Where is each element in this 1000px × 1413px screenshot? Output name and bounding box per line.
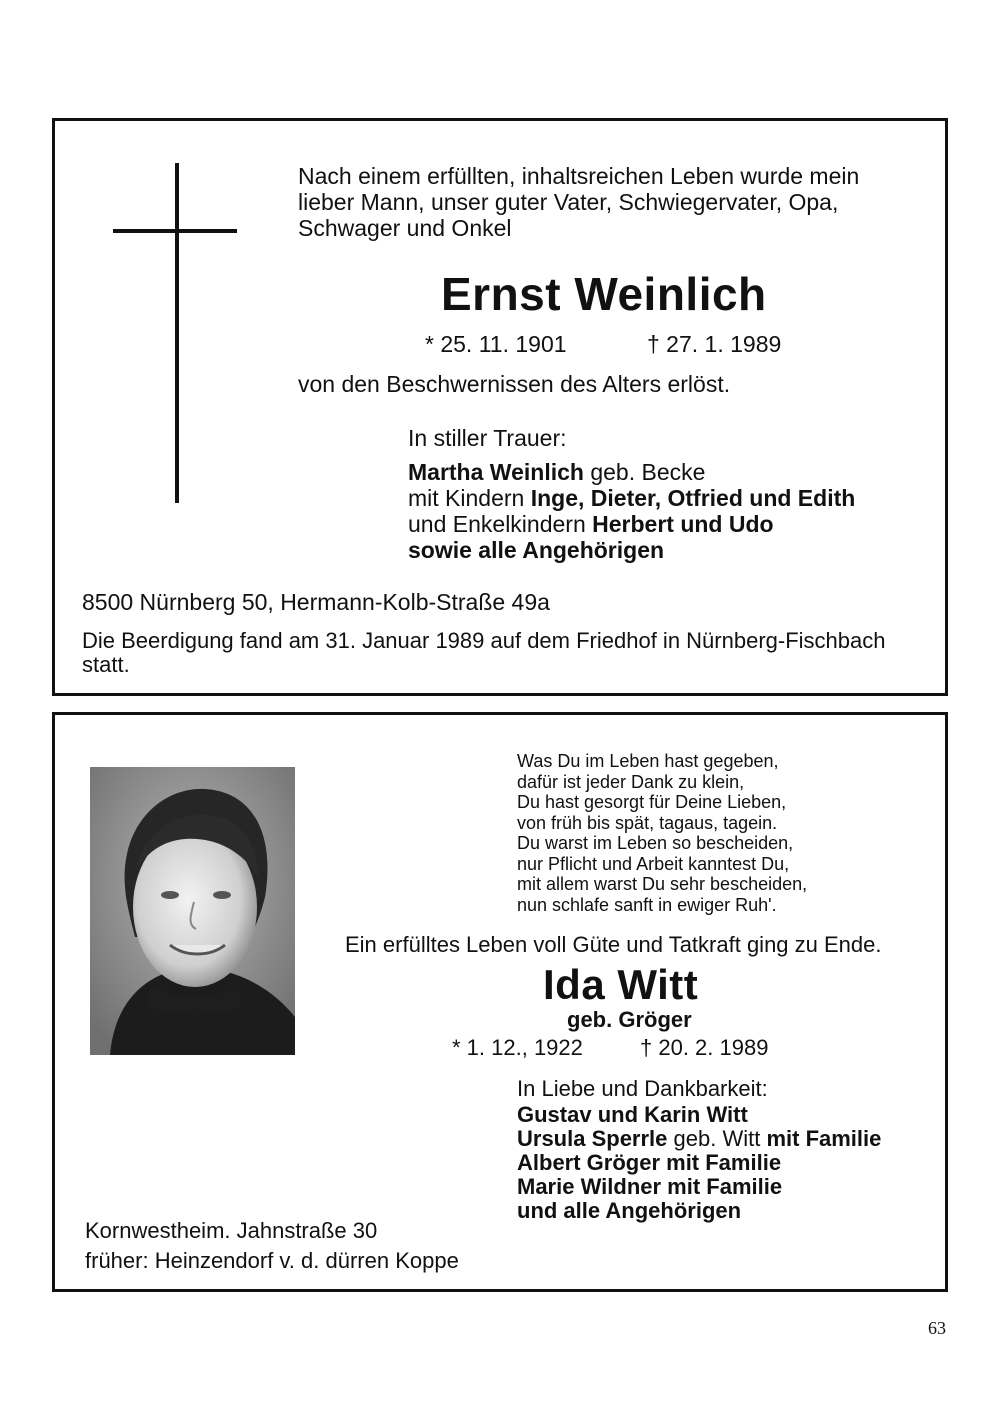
birth-date: * 25. 11. 1901 <box>425 331 567 357</box>
poem-line: dafür ist jeder Dank zu klein, <box>517 771 745 792</box>
mourner-line: sowie alle Angehörigen <box>408 537 665 563</box>
cross-icon-bar <box>113 229 237 233</box>
portrait-image <box>90 767 295 1055</box>
released-text: von den Beschwernissen des Alters erlöst. <box>298 371 731 397</box>
mourner-line: mit Kindern Inge, Dieter, Otfried und Edith <box>408 485 856 511</box>
mourner-line: und alle Angehörigen <box>517 1198 742 1223</box>
maiden-name: geb. Gröger <box>567 1007 692 1032</box>
funeral-line: Die Beerdigung fand am 31. Januar 1989 auf dem Friedhof in Nürnberg-Fischbach <box>82 628 886 653</box>
mourner-line: Gustav und Karin Witt <box>517 1102 748 1127</box>
birth-date: * 1. 12., 1922 <box>452 1035 583 1060</box>
mourner-line: Martha Weinlich geb. Becke <box>408 459 706 485</box>
intro-line: Schwager und Onkel <box>298 215 512 241</box>
deceased-name: Ida Witt <box>543 961 699 1008</box>
mourner-line: und Enkelkindern Herbert und Udo <box>408 511 774 537</box>
gratitude-heading: In Liebe und Dankbarkeit: <box>517 1076 768 1101</box>
address-line: Kornwestheim. Jahnstraße 30 <box>85 1218 378 1243</box>
intro-text <box>298 163 859 241</box>
intro-line: Nach einem erfüllten, inhaltsreichen Leben wurde mein <box>298 163 860 189</box>
mourner-line: Albert Gröger mit Familie <box>517 1150 782 1175</box>
funeral-info <box>82 629 885 677</box>
poem-line: nun schlafe sanft in ewiger Ruh'. <box>517 894 777 915</box>
deceased-name: Ernst Weinlich <box>441 268 767 320</box>
poem-line: von früh bis spät, tagaus, tagein. <box>517 812 778 833</box>
death-date: † 20. 2. 1989 <box>640 1035 769 1060</box>
intro-line: lieber Mann, unser guter Vater, Schwiegervater, Opa, <box>298 189 839 215</box>
mourner-line: Marie Wildner mit Familie <box>517 1174 783 1199</box>
poem-line: Du warst im Leben so bescheiden, <box>517 833 794 853</box>
poem-line: Was Du im Leben hast gegeben, <box>517 751 779 771</box>
mourner-line: Ursula Sperrle geb. Witt mit Familie <box>517 1126 882 1151</box>
poem <box>517 751 807 915</box>
mourners-list <box>517 1103 881 1223</box>
intro-text: Ein erfülltes Leben voll Güte und Tatkraft ging zu Ende. <box>345 932 882 957</box>
portrait-photo <box>90 767 295 1055</box>
poem-line: Du hast gesorgt für Deine Lieben, <box>517 792 787 812</box>
obituary-notice-witt <box>52 712 948 1292</box>
address-line: früher: Heinzendorf v. d. dürren Koppe <box>85 1248 459 1273</box>
obituary-notice-weinlich <box>52 118 948 696</box>
death-date: † 27. 1. 1989 <box>647 331 782 357</box>
mourning-heading: In stiller Trauer: <box>408 425 567 451</box>
poem-line: nur Pflicht und Arbeit kanntest Du, <box>517 853 790 874</box>
cross-icon <box>175 163 179 503</box>
address <box>85 1219 459 1273</box>
address: 8500 Nürnberg 50, Hermann-Kolb-Straße 49a <box>82 589 550 615</box>
poem-line: mit allem warst Du sehr bescheiden, <box>517 874 808 894</box>
mourners-list <box>408 459 855 563</box>
page-number: 63 <box>928 1318 946 1338</box>
funeral-line: statt. <box>82 652 130 677</box>
